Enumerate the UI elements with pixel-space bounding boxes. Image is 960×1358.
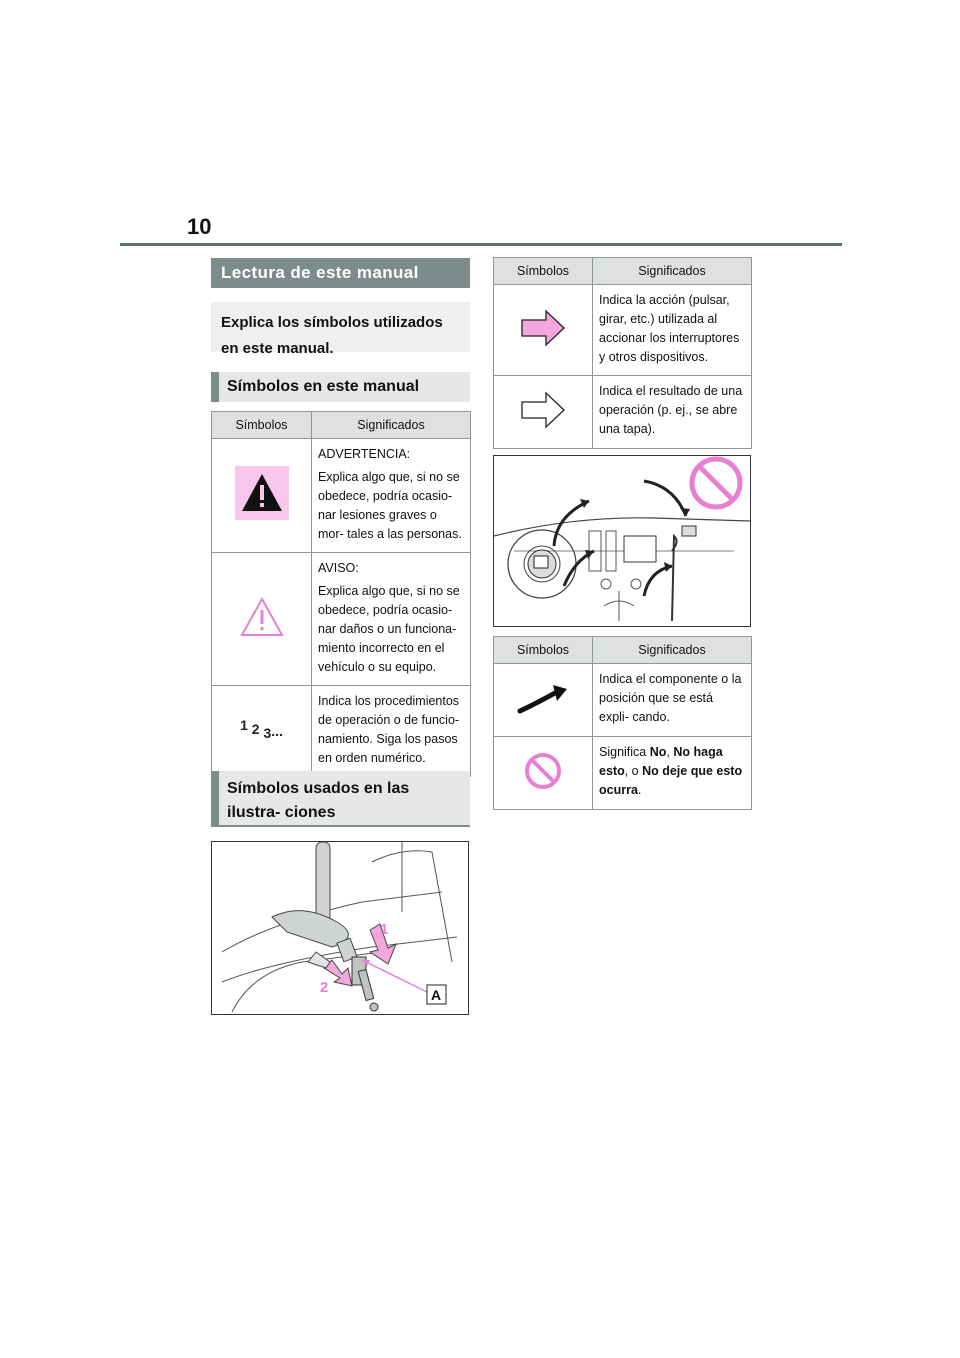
meaning-cell	[312, 686, 471, 777]
page-number: 10	[187, 214, 212, 239]
curved-arrow-icon	[517, 681, 569, 715]
meaning-cell	[593, 737, 752, 810]
notice-triangle-outline-icon	[239, 596, 285, 638]
separator: ,	[666, 745, 674, 759]
meaning-cell	[593, 664, 752, 737]
table-header-row	[494, 258, 752, 285]
meaning-cell	[593, 285, 752, 376]
col-symbols: Símbolos	[494, 258, 593, 285]
symbol-cell	[212, 439, 312, 553]
table-row	[494, 664, 752, 737]
action-text: Indica la acción (pulsar, girar, etc.) utilizada al accionar los interruptores y otros dispositivos.	[599, 293, 740, 364]
callout-2: 2	[320, 979, 329, 996]
dashboard-illustration	[494, 456, 750, 626]
table-row	[212, 686, 471, 777]
table-row	[494, 376, 752, 449]
seatbelt-illustration	[212, 842, 468, 1014]
symbol-cell	[212, 553, 312, 686]
symbol-cell	[212, 686, 312, 777]
meaning-cell	[312, 553, 471, 686]
table-header-row	[494, 637, 752, 664]
step-1: 1	[240, 717, 248, 733]
step-3: 3	[263, 725, 272, 741]
col-symbols: Símbolos	[494, 637, 593, 664]
separator: , o	[624, 764, 643, 778]
col-meanings: Significados	[312, 412, 471, 439]
symbol-cell	[494, 285, 593, 376]
prohibition-text	[599, 743, 745, 800]
steps-text: Indica los procedimientos de operación o de funcio- namiento. Siga los pasos en orden numérico.	[318, 694, 460, 765]
step-numbers-icon	[212, 717, 311, 741]
table-row	[212, 553, 471, 686]
warning-label: ADVERTENCIA:	[318, 447, 411, 461]
pink-arrow-right-icon	[520, 308, 566, 348]
outline-arrow-right-icon	[520, 390, 566, 430]
col-meanings: Significados	[593, 637, 752, 664]
warning-triangle-filled-icon	[235, 466, 289, 520]
table-row	[212, 439, 471, 553]
step-ellipsis: ...	[271, 723, 283, 739]
component-text: Indica el componente o la posición que se está expli- cando.	[599, 672, 742, 724]
period: .	[637, 783, 642, 797]
seatbelt-figure	[211, 841, 469, 1015]
section-intro: Explica los símbolos utilizados en este manual.	[211, 302, 470, 352]
callout-1: 1	[380, 921, 389, 938]
table-row	[494, 737, 752, 810]
symbols-manual-table	[211, 411, 471, 777]
prohibition-icon	[523, 751, 563, 791]
symbol-cell	[494, 737, 593, 810]
notice-text: Explica algo que, si no se obedece, podría ocasio- nar daños o un funciona- miento incorrecto en el vehículo o su equipo.	[318, 584, 460, 674]
meaning-cell	[593, 376, 752, 449]
result-text: Indica el resultado de una operación (p. ej., se abre una tapa).	[599, 384, 743, 436]
table-row	[494, 285, 752, 376]
symbols-manual-heading: Símbolos en este manual	[211, 372, 470, 402]
components-table	[493, 636, 752, 810]
step-2: 2	[251, 721, 260, 737]
notice-label: AVISO:	[318, 561, 359, 575]
col-symbols: Símbolos	[212, 412, 312, 439]
meaning-cell	[312, 439, 471, 553]
dashboard-figure	[493, 455, 751, 627]
actions-table	[493, 257, 752, 449]
prohibition-dont-do: No haga esto	[599, 745, 723, 778]
prohibition-dont-let: No deje que esto ocurra	[599, 764, 743, 797]
figure-label-a: A	[431, 987, 442, 1003]
warning-text: Explica algo que, si no se obedece, podría ocasio- nar lesiones graves o mor- tales a las personas.	[318, 470, 462, 541]
col-meanings: Significados	[593, 258, 752, 285]
section-title: Lectura de este manual	[211, 258, 470, 288]
prohibition-prefix: Significa	[599, 745, 650, 759]
symbols-illustrations-heading: Símbolos usados en las ilustra- ciones	[211, 771, 470, 827]
header-rule	[120, 243, 842, 246]
prohibition-no: No	[649, 745, 667, 759]
table-header-row	[212, 412, 471, 439]
symbol-cell	[494, 664, 593, 737]
symbol-cell	[494, 376, 593, 449]
